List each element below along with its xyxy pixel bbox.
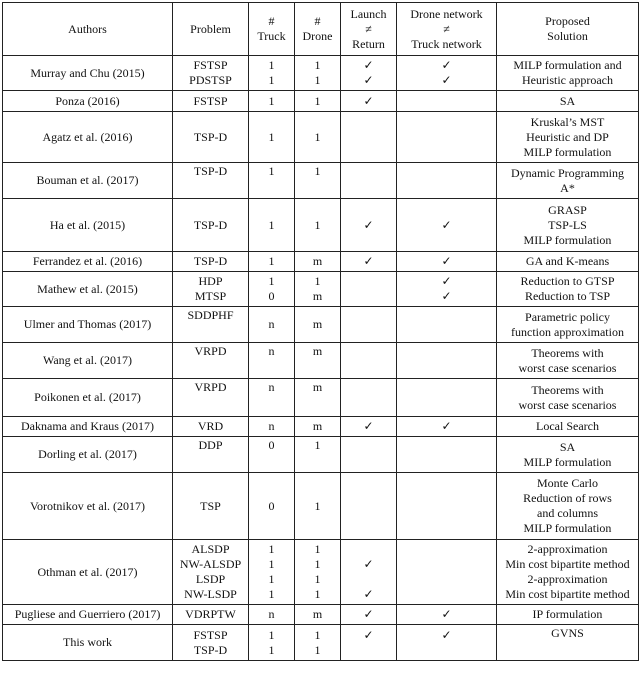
cell-solution: GRASP TSP-LS MILP formulation [497,199,639,252]
cell-drone: 1 [295,437,341,473]
cell-authors: Ponza (2016) [3,91,173,112]
cell-authors: This work [3,625,173,661]
cell-solution: Dynamic Programming A* [497,163,639,199]
cell-authors: Ferrandez et al. (2016) [3,252,173,272]
table-row [3,605,639,625]
cell-launch [341,252,397,272]
cell-network [397,272,497,307]
check-icon: ✓ [363,607,374,621]
header-authors: Authors [3,3,173,56]
check-icon: ✓ [441,274,452,288]
cell-truck: 0 [249,437,295,473]
cell-launch [341,163,397,199]
cell-network [397,343,497,379]
check-icon: ✓ [363,93,374,108]
cell-truck: 0 [249,473,295,540]
cell-truck: 1 [249,163,295,199]
cell-drone: 1 1 [295,56,341,91]
cell-authors: Poikonen et al. (2017) [3,379,173,417]
cell-network [397,437,497,473]
header-row [3,3,639,56]
cell-drone: m [295,379,341,417]
cell-network [397,625,497,661]
cell-truck: 1 1 [249,625,295,661]
cell-solution: Reduction to GTSP Reduction to TSP [497,272,639,307]
cell-launch [341,437,397,473]
table-row [3,417,639,437]
cell-network [397,417,497,437]
cell-authors: Daknama and Kraus (2017) [3,417,173,437]
cell-authors: Othman et al. (2017) [3,540,173,605]
cell-drone: m [295,252,341,272]
cell-network [397,56,497,91]
cell-network [397,112,497,163]
cell-problem: TSP [173,473,249,540]
cell-truck: n [249,605,295,625]
cell-drone: m [295,605,341,625]
cell-authors: Pugliese and Guerriero (2017) [3,605,173,625]
cell-solution: Parametric policy function approximation [497,307,639,343]
header-problem: Problem [173,3,249,56]
cell-network [397,540,497,605]
check-icon: ✓ [363,419,374,433]
cell-solution: GA and K-means [497,252,639,272]
cell-drone: m [295,307,341,343]
table-row [3,625,639,661]
header-drone: # Drone [295,3,341,56]
cell-drone: m [295,417,341,437]
cell-authors: Vorotnikov et al. (2017) [3,473,173,540]
cell-authors: Dorling et al. (2017) [3,437,173,473]
cell-truck: n [249,343,295,379]
table-row [3,540,639,605]
cell-problem: FSTSP PDSTSP [173,56,249,91]
cell-truck: 1 [249,252,295,272]
cell-drone: 1 [295,163,341,199]
header-truck: # Truck [249,3,295,56]
cell-problem: VRD [173,417,249,437]
cell-truck: 1 1 [249,56,295,91]
check-icon: ✓ [441,254,452,268]
cell-problem: TSP-D [173,163,249,199]
cell-launch [341,56,397,91]
cell-drone: m [295,343,341,379]
cell-authors: Wang et al. (2017) [3,343,173,379]
cell-solution: 2-approximation Min cost bipartite method 2-approximation Min cost bipartite method [497,540,639,605]
cell-network [397,252,497,272]
check-icon: ✓ [363,58,374,72]
cell-solution: SA [497,91,639,112]
table-row [3,307,639,343]
cell-solution: Theorems with worst case scenarios [497,343,639,379]
table-row [3,437,639,473]
cell-solution: MILP formulation and Heuristic approach [497,56,639,91]
cell-launch [341,417,397,437]
cell-network [397,91,497,112]
cell-launch [341,605,397,625]
cell-truck: n [249,307,295,343]
cell-network [397,379,497,417]
check-icon: ✓ [441,73,452,87]
cell-launch [341,91,397,112]
cell-authors: Bouman et al. (2017) [3,163,173,199]
check-icon: ✓ [441,217,452,232]
cell-drone: 1 1 [295,625,341,661]
check-icon: ✓ [441,58,452,72]
cell-launch [341,540,397,605]
cell-problem: SDDPHF [173,307,249,343]
check-icon: ✓ [441,419,452,433]
cell-launch [341,625,397,661]
cell-truck: 1 [249,112,295,163]
check-icon: ✓ [441,627,452,642]
table-row [3,199,639,252]
cell-solution: Monte Carlo Reduction of rows and columns MILP formulation [497,473,639,540]
cell-network [397,163,497,199]
cell-launch [341,199,397,252]
table-row [3,112,639,163]
cell-solution: GVNS [497,625,639,661]
check-icon: ✓ [441,289,452,303]
cell-authors: Murray and Chu (2015) [3,56,173,91]
cell-authors: Ulmer and Thomas (2017) [3,307,173,343]
cell-truck: 1 [249,199,295,252]
table-row [3,252,639,272]
header-solution: Proposed Solution [497,3,639,56]
cell-problem: HDP MTSP [173,272,249,307]
cell-problem: DDP [173,437,249,473]
cell-truck: n [249,379,295,417]
check-icon: ✓ [363,217,374,232]
check-icon [344,542,393,557]
cell-solution: IP formulation [497,605,639,625]
literature-comparison-table [2,2,639,661]
cell-authors: Ha et al. (2015) [3,199,173,252]
header-launch-return: Launch ≠ Return [341,3,397,56]
cell-truck: 1 1 1 1 [249,540,295,605]
cell-drone: 1 [295,91,341,112]
cell-launch [341,343,397,379]
cell-launch [341,473,397,540]
cell-problem: FSTSP TSP-D [173,625,249,661]
cell-drone: 1 [295,473,341,540]
cell-problem: TSP-D [173,199,249,252]
table-row [3,91,639,112]
check-icon: ✓ [363,587,374,601]
cell-network [397,307,497,343]
table-row [3,272,639,307]
cell-launch [341,379,397,417]
check-icon: ✓ [441,607,452,621]
cell-authors: Mathew et al. (2015) [3,272,173,307]
check-icon: ✓ [363,627,374,642]
cell-truck: 1 0 [249,272,295,307]
cell-network [397,605,497,625]
cell-authors: Agatz et al. (2016) [3,112,173,163]
cell-solution: Kruskal’s MST Heuristic and DP MILP formulation [497,112,639,163]
cell-drone: 1 [295,112,341,163]
cell-solution: SA MILP formulation [497,437,639,473]
table-row [3,473,639,540]
cell-truck: n [249,417,295,437]
table-row [3,56,639,91]
check-icon [344,572,393,587]
cell-problem: TSP-D [173,252,249,272]
cell-problem: VRPD [173,343,249,379]
cell-problem: ALSDP NW-ALSDP LSDP NW-LSDP [173,540,249,605]
cell-problem: FSTSP [173,91,249,112]
check-icon: ✓ [363,73,374,87]
cell-solution: Local Search [497,417,639,437]
cell-problem: VRPD [173,379,249,417]
cell-network [397,473,497,540]
cell-problem: VDRPTW [173,605,249,625]
cell-launch [341,307,397,343]
check-icon: ✓ [363,254,374,268]
table-row [3,379,639,417]
cell-truck: 1 [249,91,295,112]
table-row [3,163,639,199]
cell-drone: 1 1 1 1 [295,540,341,605]
header-network: Drone network ≠ Truck network [397,3,497,56]
cell-launch [341,272,397,307]
cell-drone: 1 m [295,272,341,307]
cell-network [397,199,497,252]
cell-solution: Theorems with worst case scenarios [497,379,639,417]
table-row [3,343,639,379]
cell-problem: TSP-D [173,112,249,163]
cell-launch [341,112,397,163]
check-icon: ✓ [363,557,374,571]
cell-drone: 1 [295,199,341,252]
